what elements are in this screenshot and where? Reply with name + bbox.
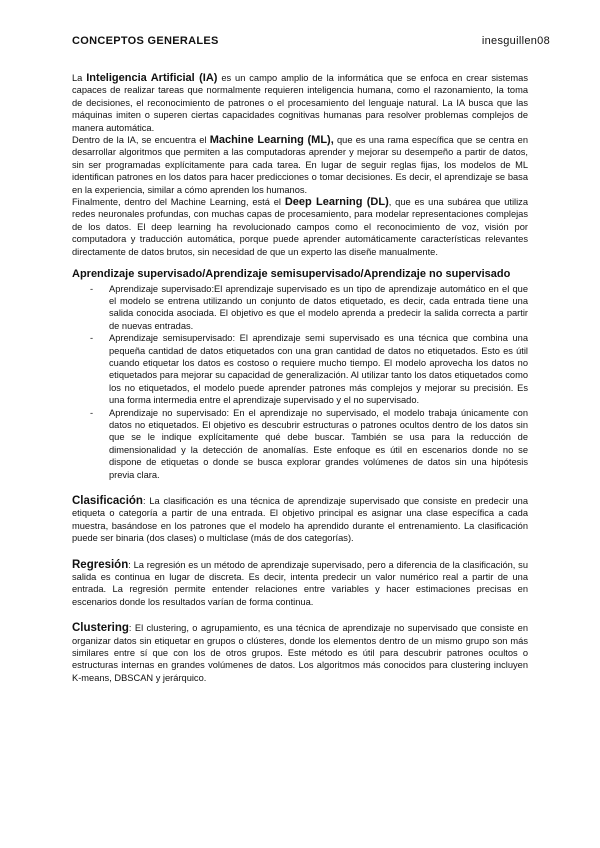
keyword-clustering: Clustering bbox=[72, 622, 129, 635]
intro-paragraph-ml: Dentro de la IA, se encuentra el Machine Learning (ML), que es una rama específica que se centra en desarrollar algoritmos que permiten a las computadoras aprender y mejorar su desempeño a partir de datos, sin ser programadas explícitamente para cada tarea. En lugar de seguir reglas fijas, los modelos de ML identifican patrones en los datos para hacer predicciones o tomar decisiones. Es decir, el aprendizaje se basa en la experiencia, similar a cómo aprenden los humanos. bbox=[72, 134, 529, 195]
page-header bbox=[72, 35, 550, 47]
document-body bbox=[72, 72, 528, 684]
keyword-clasificacion: Clasificación bbox=[72, 495, 143, 507]
list-item-unsupervised: - Aprendizaje no supervisado: En el aprendizaje no supervisado, el modelo trabaja únicamente con datos no etiquetados. El objetivo es descubrir estructuras o patrones ocultos dentro de los datos sin que se le indique explícitamente qué debe buscar. También se usa para la reducción de dimensionalidad y la detección de anomalías. Este enfoque es útil en escenarios donde no se dispone de etiquetas o donde se busca explorar grandes volúmenes de datos sin una hipótesis previa clara. bbox=[109, 407, 528, 481]
learning-types-list bbox=[72, 283, 528, 482]
keyword-ml: Machine Learning (ML), bbox=[209, 134, 334, 147]
term-regresion: Regresión: La regresión es un método de aprendizaje supervisado, pero a diferencia de la clasificación, su salida es continua en lugar de discreta. Es decir, intenta predecir un valor numérico real a partir de una entrada. La regresión permite entender relaciones entre variables y hacer estimaciones precisas en escenarios donde los resultados varían de forma continua. bbox=[72, 558, 528, 607]
document-title: CONCEPTOS GENERALES bbox=[72, 35, 219, 47]
list-item-semisupervised: - Aprendizaje semisupervisado: El aprendizaje semi supervisado es una técnica que combina una pequeña cantidad de datos etiquetados con una gran cantidad de datos no etiquetados. Esto es útil cuando etiquetar los datos es costoso o requiere mucho tiempo. El modelo aprovecha los datos no etiquetados para mejorar su capacidad de generalización. Al utilizar tanto los datos etiquetados como los no etiquetados, el modelo puede aprender patrones más complejos y mejorar su precisión. Es una forma intermedia entre el aprendizaje supervisado y el no supervisado. bbox=[109, 332, 528, 406]
keyword-dl: Deep Learning (DL) bbox=[284, 196, 389, 209]
intro-paragraph-ia: La Inteligencia Artificial (IA) es un campo amplio de la informática que se enfoca en crear sistemas capaces de realizar tareas que normalmente requieren inteligencia humana, como el razonamiento, la toma de decisiones, el reconocimiento de patrones o el procesamiento del lenguaje natural. La IA busca que las máquinas imiten o superen ciertas capacidades cognitivas humanas para resolver problemas complejos de manera automática. bbox=[72, 72, 528, 133]
author-name: inesguillen08 bbox=[481, 35, 550, 47]
keyword-regresion: Regresión bbox=[72, 558, 129, 571]
term-clustering: Clustering: El clustering, o agrupamiento, es una técnica de aprendizaje no supervisado que consiste en organizar datos sin etiquetar en grupos o clústeres, donde los elementos dentro de un mismo grupo son más similares entre sí que con los de otros grupos. Este método es útil para descubrir patrones ocultos o estructuras internas en grandes volúmenes de datos. Los algoritmos más conocidos para clustering incluyen K-means, DBSCAN y jerárquico. bbox=[72, 622, 528, 683]
intro-paragraph-dl: Finalmente, dentro del Machine Learning, está el Deep Learning (DL), que es una subárea que utiliza redes neuronales profundas, con muchas capas de procesamiento, para modelar representaciones complejas de los datos. El deep learning ha revolucionado campos como el reconocimiento de voz, visión por computadora y traducción automática, porque puede aprender automáticamente características relevantes directamente de datos brutos, sin necesidad de que un experto las diseñe manualmente. bbox=[72, 196, 529, 257]
term-clasificacion: Clasificación: La clasificación es una técnica de aprendizaje supervisado que consiste en predecir una etiqueta o categoría a partir de una entrada. El objetivo principal es asignar una clase específica a cada muestra, basándose en los patrones que el modelo ha aprendido durante el entrenamiento. La clasificación puede ser binaria (dos clases) o multiclase (más de dos categorías). bbox=[72, 495, 528, 544]
list-item-supervised: - Aprendizaje supervisado:El aprendizaje supervisado es un tipo de aprendizaje automático en el que el modelo se entrena utilizando un conjunto de datos etiquetado, es decir, cada entrada tiene una salida conocida asociada. El objetivo es que el modelo aprenda a predecir la salida correcta a partir de nuevas entradas. bbox=[109, 283, 528, 333]
section-heading: Aprendizaje supervisado/Aprendizaje semisupervisado/Aprendizaje no supervisado bbox=[72, 268, 511, 281]
keyword-ia: Inteligencia Artificial (IA) bbox=[86, 72, 218, 84]
